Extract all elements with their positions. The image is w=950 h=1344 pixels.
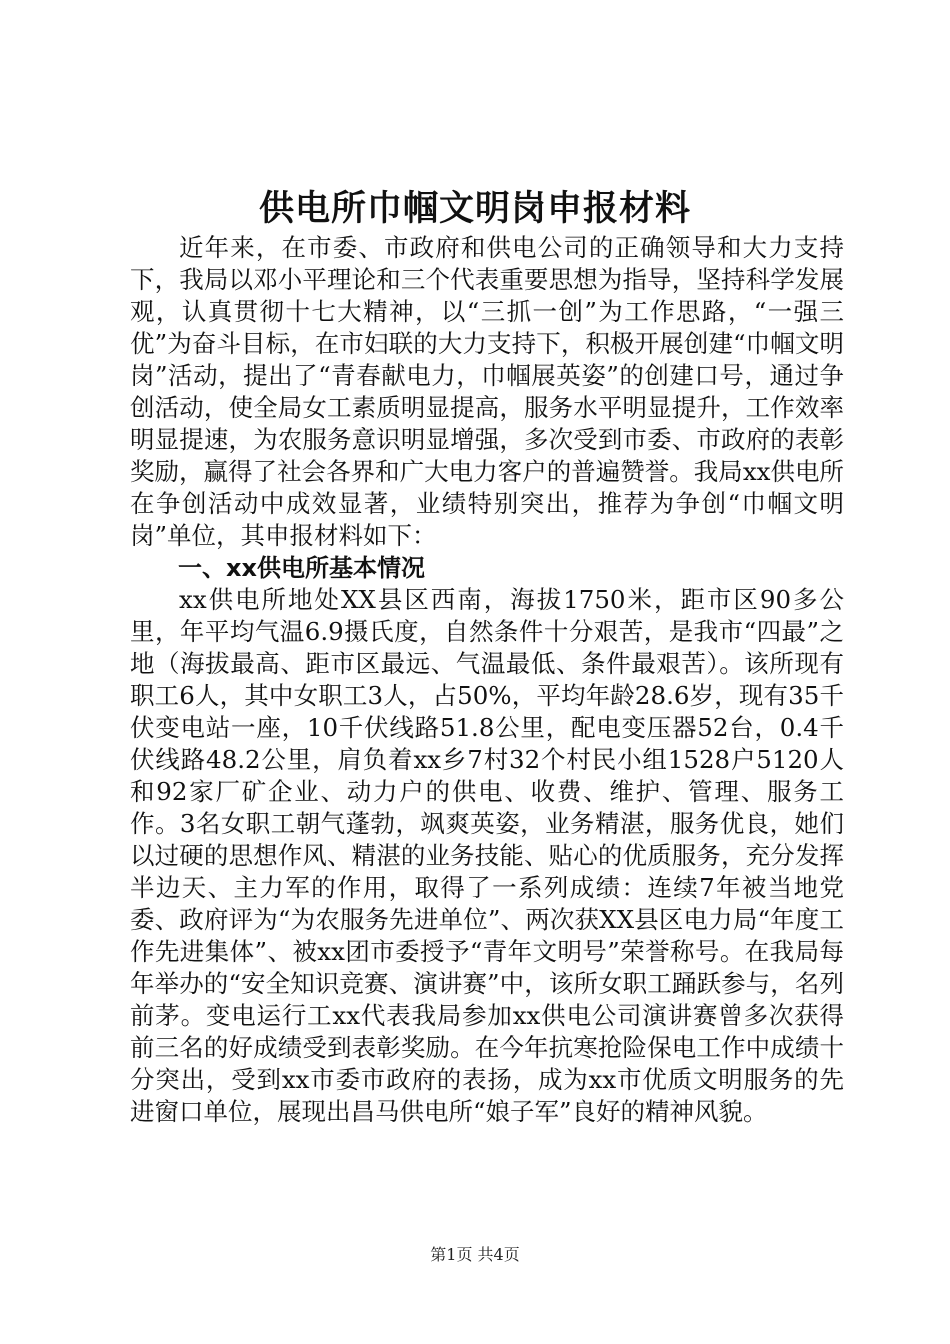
document-body [130,232,844,1128]
page-number-footer: 第1页 共4页 [430,1245,520,1264]
section-paragraph: xx供电所地处XX县区西南，海拔1750米，距市区90多公里，年平均气温6.9摄氏度，自然条件十分艰苦，是我市“四最”之地（海拔最高、距市区最远、气温最低、条件最艰苦）。该所现有职工6人，其中女职工3人，占50%，平均年龄28.6岁，现有35千伏变电站一座，10千伏线路51.8公里，配电变压器52台，0.4千伏线路48.2公里，肩负着xx乡7村32个村民小组1528户5120人和92家厂矿企业、动力户的供电、收费、维护、管理、服务工作。3名女职工朝气蓬勃，飒爽英姿，业务精湛，服务优良，她们以过硬的思想作风、精湛的业务技能、贴心的优质服务，充分发挥半边天、主力军的作用，取得了一系列成绩：连续7年被当地党委、政府评为“为农服务先进单位”、两次获XX县区电力局“年度工作先进集体”、被xx团市委授予“青年文明号”荣誉称号。在我局每年举办的“安全知识竞赛、演讲赛”中，该所女职工踊跃参与，名列前茅。变电运行工xx代表我局参加xx供电公司演讲赛曾多次获得前三名的好成绩受到表彰奖励。在今年抗寒抢险保电工作中成绩十分突出，受到xx市委市政府的表扬，成为xx市优质文明服务的先进窗口单位，展现出昌马供电所“娘子军”良好的精神风貌。 [130,585,844,1126]
section-heading: 一、xx供电所基本情况 [178,554,425,582]
document-title: 供电所巾帼文明岗申报材料 [258,189,691,229]
intro-paragraph: 近年来，在市委、市政府和供电公司的正确领导和大力支持下，我局以邓小平理论和三个代表重要思想为指导，坚持科学发展观，认真贯彻十七大精神，以“三抓一创”为工作思路，“一强三优”为奋斗目标，在市妇联的大力支持下，积极开展创建“巾帼文明岗”活动，提出了“青春献电力，巾帼展英姿”的创建口号，通过争创活动，使全局女工素质明显提高，服务水平明显提升，工作效率明显提速，为农服务意识明显增强，多次受到市委、市政府的表彰奖励，赢得了社会各界和广大电力客户的普遍赞誉。我局xx供电所在争创活动中成效显著，业绩特别突出，推荐为争创“巾帼文明岗”单位，其申报材料如下： [130,233,844,550]
